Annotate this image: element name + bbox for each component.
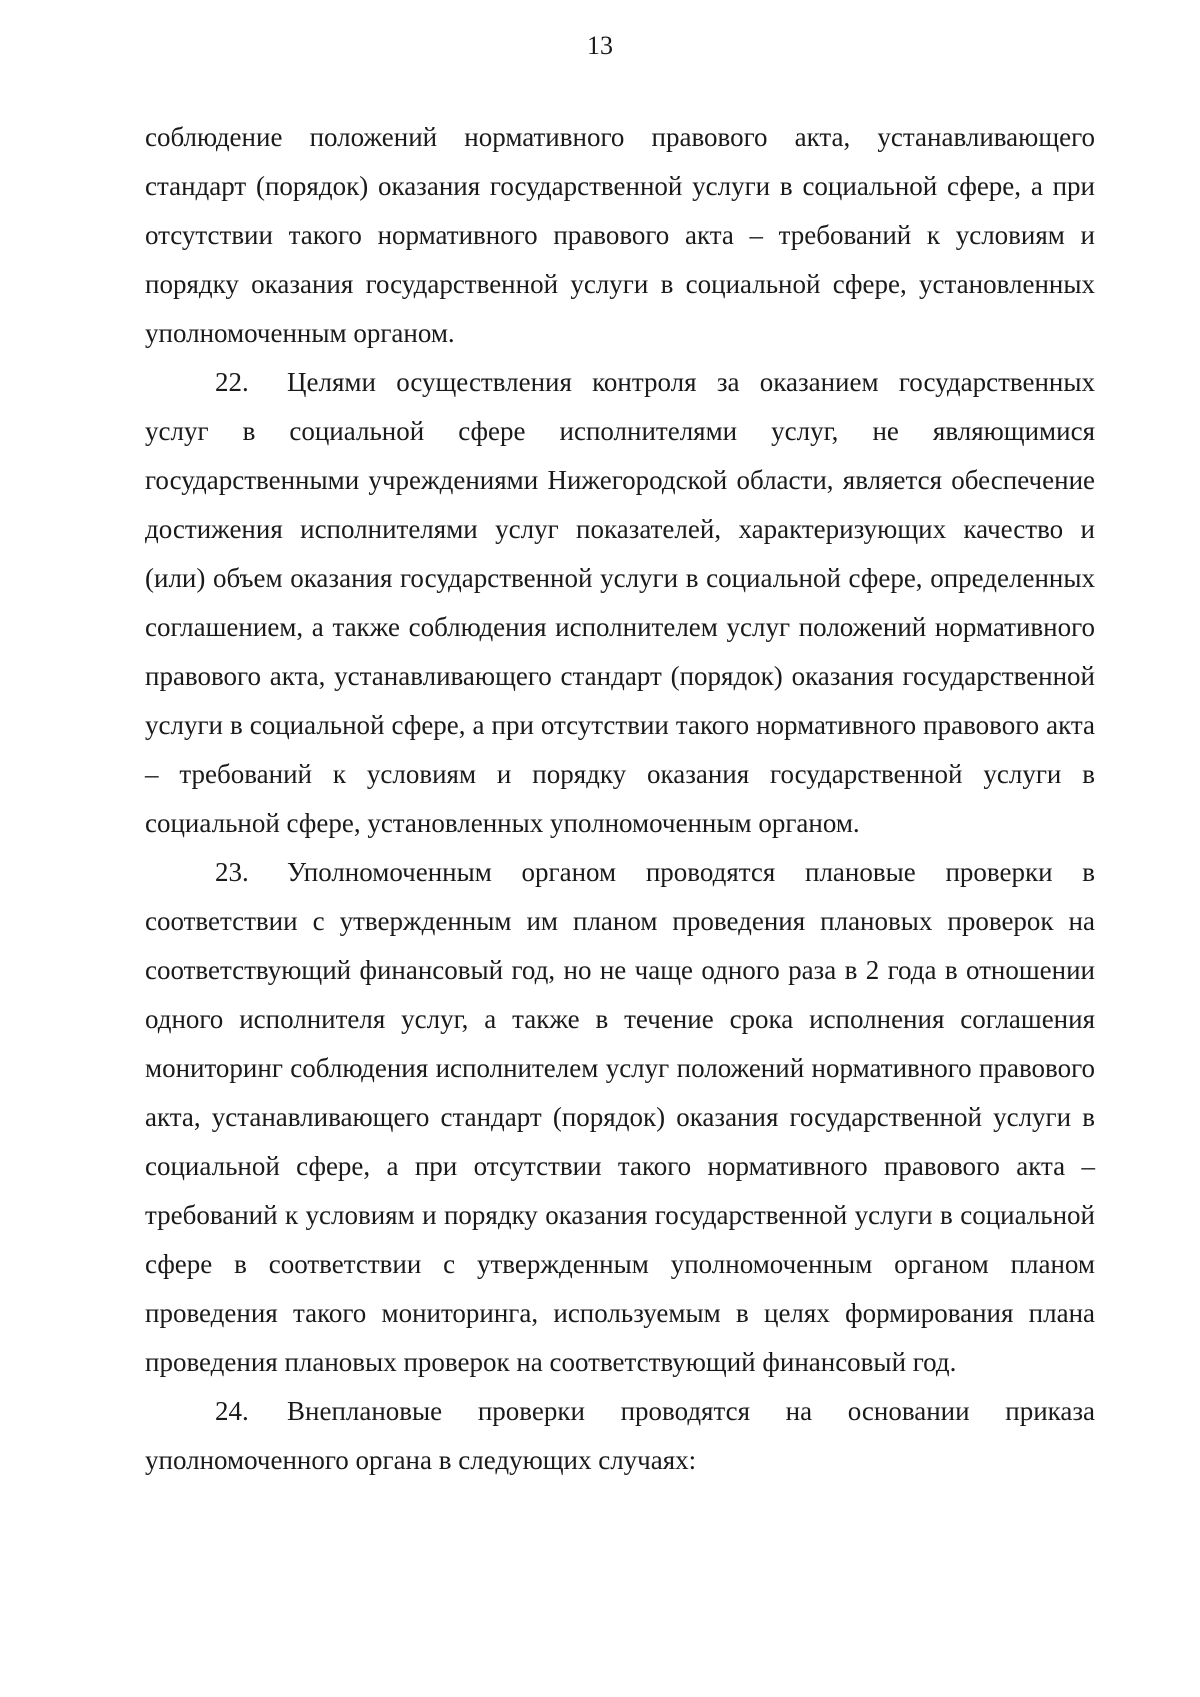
paragraph-text: Внеплановые проверки проводятся на основании приказа уполномоченного органа в следующих случаях: [145, 1396, 1095, 1475]
paragraph-number: 24. [215, 1396, 249, 1426]
paragraph-text: соблюдение положений нормативного правового акта, устанавливающего стандарт (порядок) оказания государственной услуги в социальной сфере, а при отсутствии такого нормативного правового акта – требований к условиям и порядку оказания государственной услуги в социальной сфере, установленных уполномоченным органом. [145, 122, 1095, 348]
paragraph-number: 22. [215, 367, 249, 397]
paragraph-24 [145, 1387, 1095, 1485]
page-number: 13 [587, 31, 613, 60]
paragraph-text: Целями осуществления контроля за оказанием государственных услуг в социальной сфере исполнителями услуг, не являющимися государственными учреждениями Нижегородской области, является обеспечение достижения исполнителями услуг показателей, характеризующих качество и (или) объем оказания государственной услуги в социальной сфере, определенных соглашением, а также соблюдения исполнителем услуг положений нормативного правового акта, устанавливающего стандарт (порядок) оказания государственной услуги в социальной сфере, а при отсутствии такого нормативного правового акта – требований к условиям и порядку оказания государственной услуги в социальной сфере, установленных уполномоченным органом. [145, 367, 1095, 838]
document-body [145, 113, 1095, 1485]
paragraph-23 [145, 848, 1095, 1387]
paragraph-number: 23. [215, 857, 249, 887]
paragraph-22 [145, 358, 1095, 848]
paragraph-continuation [145, 113, 1095, 358]
paragraph-text: Уполномоченным органом проводятся плановые проверки в соответствии с утвержденным им планом проведения плановых проверок на соответствующий финансовый год, но не чаще одного раза в 2 года в отношении одного исполнителя услуг, а также в течение срока исполнения соглашения мониторинг соблюдения исполнителем услуг положений нормативного правового акта, устанавливающего стандарт (порядок) оказания государственной услуги в социальной сфере, а при отсутствии такого нормативного правового акта – требований к условиям и порядку оказания государственной услуги в социальной сфере в соответствии с утвержденным уполномоченным органом планом проведения такого мониторинга, используемым в целях формирования плана проведения плановых проверок на соответствующий финансовый год. [145, 857, 1095, 1377]
